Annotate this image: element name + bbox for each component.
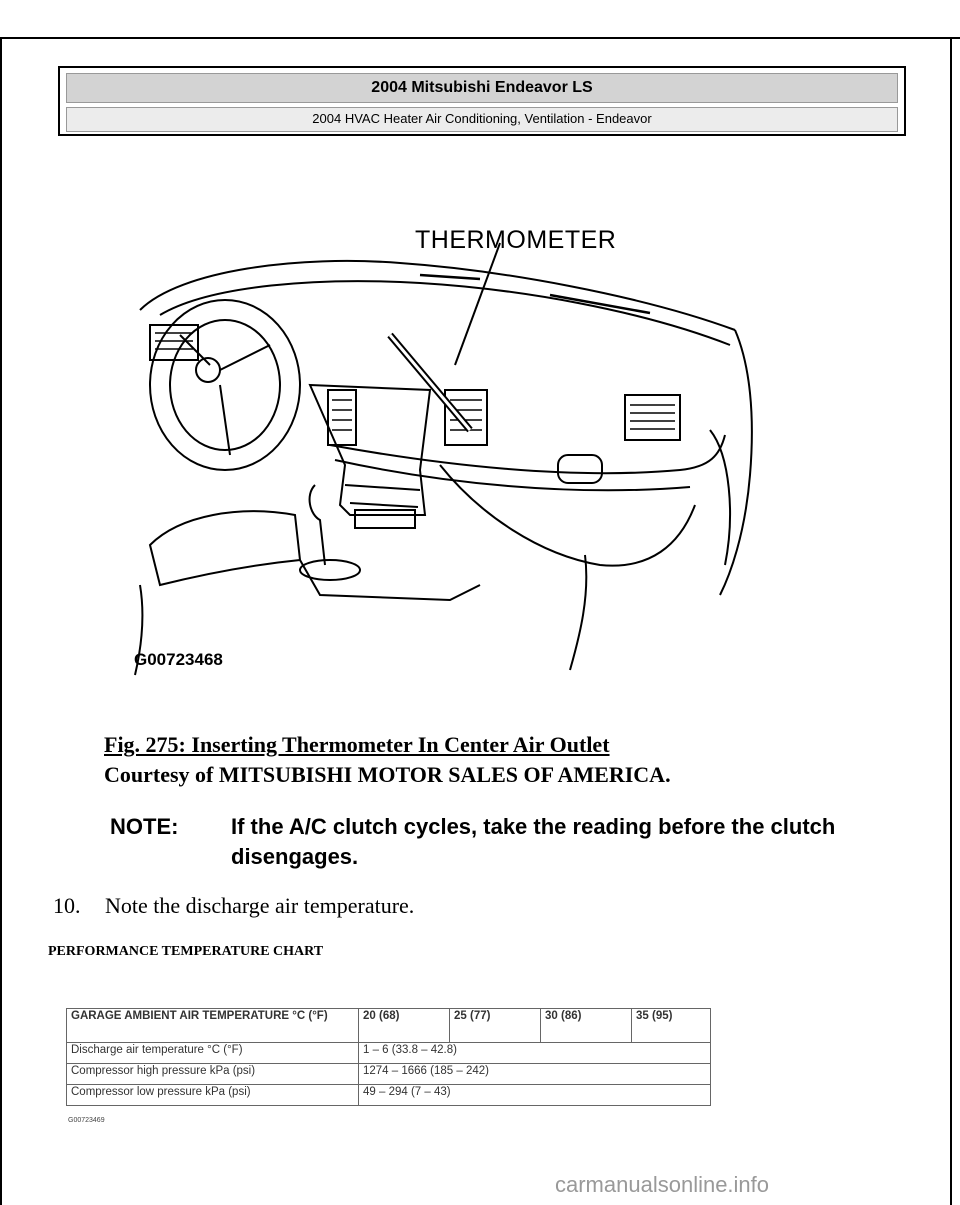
table-header-cell: 25 (77) [450, 1009, 541, 1043]
table-row-label: Compressor high pressure kPa (psi) [67, 1064, 359, 1085]
vehicle-title: 2004 Mitsubishi Endeavor LS [66, 73, 898, 103]
thermometer-callout: THERMOMETER [415, 226, 617, 254]
table-header-cell: 30 (86) [541, 1009, 632, 1043]
performance-temperature-table [66, 1008, 711, 1106]
document-header [58, 66, 906, 136]
section-heading: PERFORMANCE TEMPERATURE CHART [48, 944, 324, 959]
table-row [67, 1085, 711, 1106]
table-header-cell: 35 (95) [632, 1009, 711, 1043]
figure-courtesy: Courtesy of MITSUBISHI MOTOR SALES OF AMERICA. [104, 762, 671, 787]
procedure-step [53, 893, 414, 919]
table-image-code: G00723469 [68, 1117, 105, 1124]
table-row-value: 1274 – 1666 (185 – 242) [359, 1064, 711, 1085]
step-text: Note the discharge air temperature. [105, 893, 415, 918]
section-subtitle: 2004 HVAC Heater Air Conditioning, Ventilation - Endeavor [66, 107, 898, 132]
page-border-top [0, 37, 960, 39]
table-row [67, 1043, 711, 1064]
site-watermark: carmanualsonline.info [555, 1172, 770, 1197]
figure-caption [104, 730, 671, 790]
table-row [67, 1064, 711, 1085]
table-row-label: Compressor low pressure kPa (psi) [67, 1085, 359, 1106]
table-row-value: 49 – 294 (7 – 43) [359, 1085, 711, 1106]
note-label: NOTE: [110, 814, 179, 839]
page-border-right [950, 37, 952, 1205]
table-row-label: Discharge air temperature °C (°F) [67, 1043, 359, 1064]
figure-image-code: G00723468 [134, 650, 223, 669]
dashboard-illustration [120, 215, 760, 680]
table-header-row [67, 1009, 711, 1043]
table-header-cell: GARAGE AMBIENT AIR TEMPERATURE °C (°F) [67, 1009, 359, 1043]
figure-title: Fig. 275: Inserting Thermometer In Center Air Outlet [104, 732, 610, 757]
table-header-cell: 20 (68) [359, 1009, 450, 1043]
step-number: 10. [53, 893, 81, 918]
note-text: If the A/C clutch cycles, take the reading before the clutch disengages. [231, 814, 836, 869]
table-row-value: 1 – 6 (33.8 – 42.8) [359, 1043, 711, 1064]
page-border-left [0, 37, 2, 1205]
